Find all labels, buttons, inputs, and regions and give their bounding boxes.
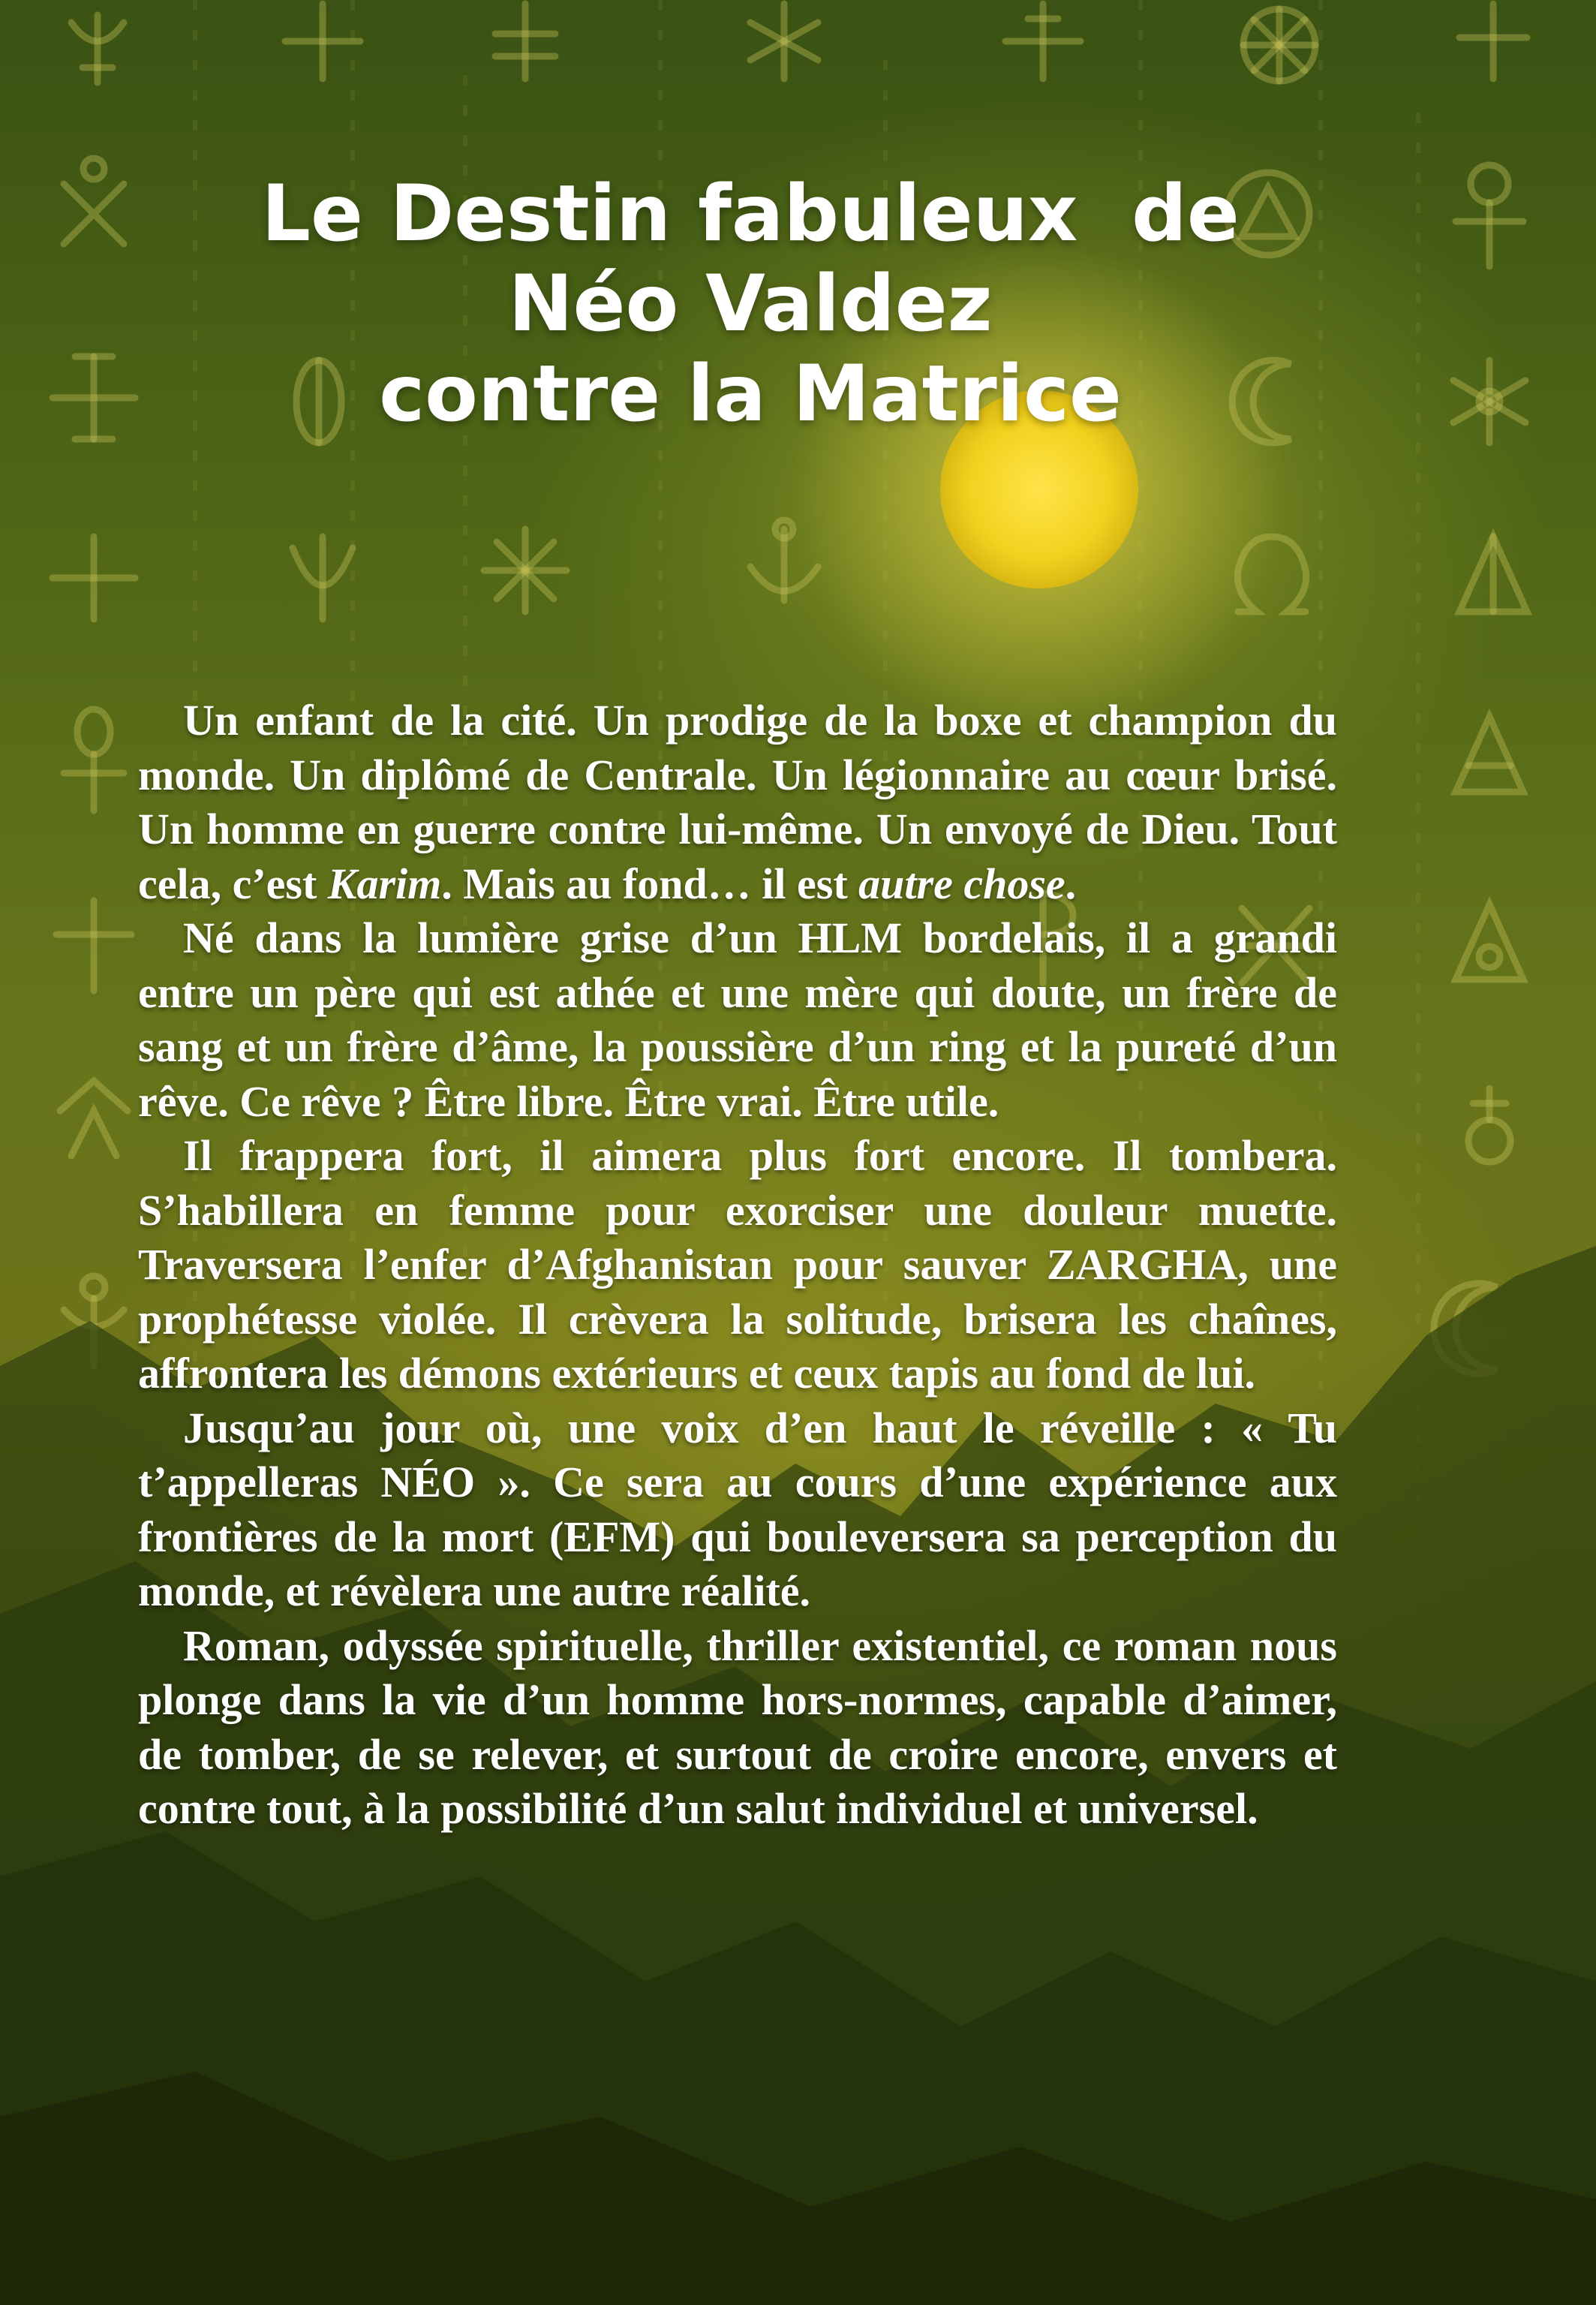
cross-icon — [495, 4, 555, 79]
asterisk-star-icon — [1453, 360, 1525, 443]
cross-icon — [1005, 4, 1081, 79]
book-blurb — [138, 694, 1337, 1837]
ankh-icon — [1468, 1088, 1510, 1162]
blurb-paragraph-5: Roman, odyssée spirituelle, thriller existentiel, ce roman nous plonge dans la vie d’un homme hors-normes, capable d’aimer, de tomber, de se relever, et surtout de croire encore, envers et contre tout, à la possibilité d’un salut individuel et universel. — [138, 1620, 1337, 1833]
triangle-symbol-icon — [1459, 537, 1527, 612]
ankh-icon — [64, 709, 124, 811]
asterisk-star-icon — [750, 4, 818, 79]
blurb-p1-text-a: Un enfant de la cité. Un prodige de la boxe et champion du monde. Un diplômé de Centrale. Un légionnaire au cœur brisé. Un homme en guerre contre lui-même. Un envoyé de Dieu. Tout cela, c’est — [138, 696, 1337, 908]
blurb-paragraph-3: Il frappera fort, il aimera plus fort encore. Il tombera. S’habillera en femme pour exorciser une douleur muette. Traversera l’enfer d’Afghanistan pour sauver ZARGHA, une prophétesse violée. Il crèvera la solitude, brisera les chaînes, affrontera les démons extérieurs et ceux tapis au fond de lui. — [138, 1131, 1337, 1398]
blurb-p1-emphasis-karim: Karim — [327, 859, 442, 908]
blurb-p1-text-c: . — [1065, 859, 1077, 908]
blurb-paragraph-2: Né dans la lumière grise d’un HLM bordelais, il a grandi entre un père qui est athée et une mère qui doute, un frère de sang et un frère d’âme, la poussière d’un ring et la pureté d’un rêve. Ce rêve ? Être libre. Être vrai. Être utile. — [138, 913, 1337, 1126]
trident-icon — [71, 15, 124, 83]
ankh-icon — [60, 1081, 128, 1156]
triangle-symbol-icon — [1456, 717, 1523, 792]
cross-icon — [53, 537, 135, 619]
asterisk-star-icon — [484, 529, 567, 612]
title-line-1: Le Destin fabuleux de — [261, 169, 1240, 259]
cross-icon — [285, 4, 360, 79]
ankh-icon — [1456, 165, 1523, 266]
cross-icon — [56, 901, 131, 991]
blurb-paragraph-1 — [138, 694, 1337, 911]
alchemical-symbol-icon — [1456, 904, 1523, 979]
blurb-paragraph-4: Jusqu’au jour où, une voix d’en haut le réveille : « Tu t’appelleras NÉO ». Ce sera au cours d’une expérience aux frontières de la mort (EFM) qui bouleversera sa perception du monde, et révèlera une autre réalité. — [138, 1403, 1337, 1615]
title-line-2: Néo Valdez — [508, 259, 993, 349]
wheel-icon — [1243, 9, 1315, 81]
blurb-p1-text-b: . Mais au fond… il est — [441, 859, 859, 908]
cross-icon — [1459, 4, 1527, 79]
book-title — [113, 169, 1388, 439]
trident-icon — [293, 537, 353, 619]
title-line-3: contre la Matrice — [379, 349, 1122, 439]
blurb-p1-emphasis-autre-chose: autre chose — [858, 859, 1066, 908]
